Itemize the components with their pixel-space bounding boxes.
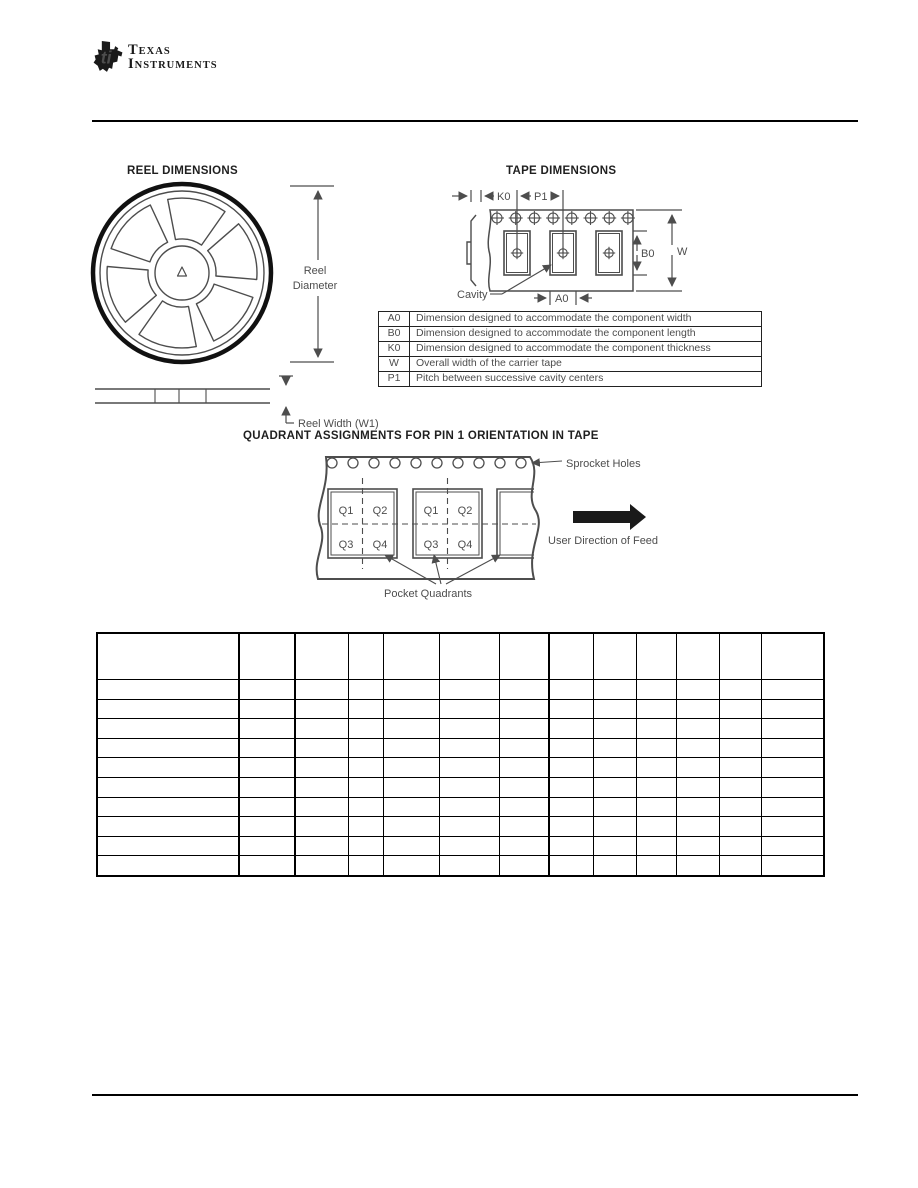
legend-key: A0 bbox=[379, 312, 410, 327]
spec-cell bbox=[499, 817, 549, 837]
k0-label: K0 bbox=[497, 191, 511, 203]
legend-row bbox=[379, 372, 762, 387]
spec-cell bbox=[719, 719, 761, 739]
pocket2-q3: Q3 bbox=[423, 539, 439, 551]
spec-cell bbox=[499, 719, 549, 739]
tape-side-profile bbox=[467, 215, 476, 286]
spec-cell bbox=[97, 777, 239, 797]
pocket1-q1: Q1 bbox=[338, 505, 354, 517]
spec-cell bbox=[761, 680, 824, 700]
spec-cell bbox=[383, 719, 439, 739]
legend-row bbox=[379, 342, 762, 357]
spec-cell bbox=[239, 738, 295, 758]
spec-cell bbox=[761, 738, 824, 758]
spec-cell bbox=[383, 738, 439, 758]
spec-cell bbox=[719, 836, 761, 856]
spec-cell bbox=[719, 680, 761, 700]
dimension-legend-table bbox=[378, 311, 762, 387]
ti-texas-mark-icon bbox=[92, 40, 124, 75]
spec-cell bbox=[499, 856, 549, 876]
spec-cell bbox=[676, 738, 719, 758]
spec-cell bbox=[636, 758, 676, 778]
spec-cell bbox=[636, 797, 676, 817]
spec-cell bbox=[295, 817, 348, 837]
spec-cell bbox=[295, 680, 348, 700]
spec-cell bbox=[636, 680, 676, 700]
spec-data-row bbox=[97, 777, 824, 797]
spec-cell bbox=[295, 738, 348, 758]
quadrant-diagram bbox=[240, 448, 770, 606]
spec-cell bbox=[719, 758, 761, 778]
reel-slot bbox=[208, 224, 257, 280]
spec-cell bbox=[676, 817, 719, 837]
spec-cell bbox=[383, 777, 439, 797]
reel-slot bbox=[107, 267, 156, 323]
w-label: W bbox=[677, 246, 688, 258]
legend-key: B0 bbox=[379, 327, 410, 342]
spec-cell bbox=[383, 836, 439, 856]
spec-cell bbox=[676, 777, 719, 797]
spec-header-cell bbox=[593, 633, 636, 680]
spec-header-cell bbox=[348, 633, 383, 680]
spec-cell bbox=[295, 797, 348, 817]
spec-cell bbox=[593, 817, 636, 837]
spec-cell bbox=[348, 699, 383, 719]
spec-cell bbox=[439, 758, 499, 778]
footer-rule bbox=[92, 1094, 858, 1096]
spec-cell bbox=[239, 758, 295, 778]
spec-cell bbox=[97, 856, 239, 876]
spec-data-row bbox=[97, 738, 824, 758]
spec-cell bbox=[549, 836, 593, 856]
spec-cell bbox=[239, 817, 295, 837]
spec-cell bbox=[439, 680, 499, 700]
spec-cell bbox=[593, 797, 636, 817]
spec-cell bbox=[383, 797, 439, 817]
spec-header-cell bbox=[383, 633, 439, 680]
spec-cell bbox=[295, 758, 348, 778]
spec-cell bbox=[676, 856, 719, 876]
legend-desc: Dimension designed to accommodate the component width bbox=[410, 312, 762, 327]
spec-cell bbox=[593, 699, 636, 719]
quadrant-tape-body bbox=[317, 457, 539, 579]
spec-cell bbox=[719, 699, 761, 719]
spec-cell bbox=[761, 777, 824, 797]
spec-header-cell bbox=[97, 633, 239, 680]
spec-cell bbox=[761, 719, 824, 739]
spec-header-cell bbox=[239, 633, 295, 680]
tape-dimensions-title: TAPE DIMENSIONS bbox=[506, 165, 617, 177]
spec-cell bbox=[239, 719, 295, 739]
spec-header-row bbox=[97, 633, 824, 680]
spec-cell bbox=[97, 699, 239, 719]
spec-cell bbox=[593, 836, 636, 856]
spec-cell bbox=[348, 856, 383, 876]
spec-cell bbox=[439, 777, 499, 797]
reel-diameter-label-line1: Reel bbox=[303, 265, 327, 277]
spec-cell bbox=[636, 719, 676, 739]
spec-cell bbox=[636, 738, 676, 758]
spec-cell bbox=[348, 758, 383, 778]
sprocket-holes-leader bbox=[532, 461, 562, 463]
spec-cell bbox=[499, 680, 549, 700]
spec-cell bbox=[676, 797, 719, 817]
spec-cell bbox=[295, 836, 348, 856]
spec-cell bbox=[636, 856, 676, 876]
legend-desc: Dimension designed to accommodate the component thickness bbox=[410, 342, 762, 357]
spec-cell bbox=[761, 758, 824, 778]
ti-mark-letters: ti bbox=[100, 47, 112, 68]
legend-key: W bbox=[379, 357, 410, 372]
spec-data-row bbox=[97, 797, 824, 817]
spec-cell bbox=[348, 738, 383, 758]
spec-cell bbox=[499, 777, 549, 797]
pocket2-q4: Q4 bbox=[457, 539, 473, 551]
spec-cell bbox=[593, 680, 636, 700]
a0-label: A0 bbox=[555, 293, 569, 305]
spec-cell bbox=[593, 719, 636, 739]
spec-cell bbox=[549, 738, 593, 758]
spec-cell bbox=[383, 758, 439, 778]
spec-cell bbox=[676, 758, 719, 778]
spec-cell bbox=[439, 856, 499, 876]
spec-cell bbox=[761, 836, 824, 856]
spec-cell bbox=[719, 738, 761, 758]
spec-header-cell bbox=[499, 633, 549, 680]
spec-cell bbox=[348, 719, 383, 739]
spec-cell bbox=[549, 817, 593, 837]
spec-cell bbox=[239, 699, 295, 719]
spec-cell bbox=[348, 680, 383, 700]
spec-cell bbox=[549, 680, 593, 700]
ti-logo bbox=[92, 40, 218, 75]
reel-width-label: Reel Width (W1) bbox=[298, 418, 379, 430]
spec-cell bbox=[239, 680, 295, 700]
spec-cell bbox=[636, 817, 676, 837]
spec-cell bbox=[636, 699, 676, 719]
spec-data-row bbox=[97, 758, 824, 778]
spec-cell bbox=[97, 797, 239, 817]
spec-cell bbox=[499, 738, 549, 758]
reel-diagram bbox=[90, 178, 410, 433]
spec-cell bbox=[97, 738, 239, 758]
legend-desc: Dimension designed to accommodate the component length bbox=[410, 327, 762, 342]
sprocket-holes-label: Sprocket Holes bbox=[566, 458, 641, 470]
legend-key: K0 bbox=[379, 342, 410, 357]
spec-data-row bbox=[97, 680, 824, 700]
legend-desc: Overall width of the carrier tape bbox=[410, 357, 762, 372]
spec-cell bbox=[439, 817, 499, 837]
spec-cell bbox=[761, 797, 824, 817]
legend-row bbox=[379, 357, 762, 372]
spec-data-row bbox=[97, 836, 824, 856]
pocket1-q4: Q4 bbox=[372, 539, 388, 551]
spec-cell bbox=[439, 738, 499, 758]
legend-row bbox=[379, 312, 762, 327]
spec-cell bbox=[549, 777, 593, 797]
reel-diameter-label-line2: Diameter bbox=[292, 280, 338, 292]
tape-reel-spec-table bbox=[96, 632, 825, 877]
legend-key: P1 bbox=[379, 372, 410, 387]
spec-data-row bbox=[97, 699, 824, 719]
pocket-quadrants-label: Pocket Quadrants bbox=[384, 588, 473, 600]
spec-header-cell bbox=[295, 633, 348, 680]
spec-cell bbox=[439, 699, 499, 719]
spec-cell bbox=[97, 836, 239, 856]
reel-front-view bbox=[93, 184, 271, 362]
spec-cell bbox=[719, 797, 761, 817]
reel-slot bbox=[168, 198, 225, 245]
spec-cell bbox=[439, 719, 499, 739]
spec-cell bbox=[383, 856, 439, 876]
spec-data-row bbox=[97, 856, 824, 876]
spec-cell bbox=[97, 719, 239, 739]
quadrant-title: QUADRANT ASSIGNMENTS FOR PIN 1 ORIENTATION IN TAPE bbox=[243, 430, 599, 442]
reel-slot bbox=[111, 205, 168, 262]
cavity-leader bbox=[490, 265, 551, 294]
spec-cell bbox=[549, 699, 593, 719]
spec-cell bbox=[593, 777, 636, 797]
spec-cell bbox=[383, 817, 439, 837]
spec-cell bbox=[549, 856, 593, 876]
reel-spoke-wedges bbox=[107, 198, 257, 348]
spec-cell bbox=[97, 758, 239, 778]
spec-cell bbox=[636, 836, 676, 856]
spec-cell bbox=[761, 817, 824, 837]
spec-cell bbox=[97, 680, 239, 700]
spec-cell bbox=[439, 797, 499, 817]
spec-header-cell bbox=[719, 633, 761, 680]
logo-text bbox=[128, 40, 218, 72]
hub-triangle-icon bbox=[178, 267, 187, 276]
feed-arrow-icon bbox=[573, 504, 646, 530]
pocket1-q2: Q2 bbox=[372, 505, 388, 517]
legend-desc: Pitch between successive cavity centers bbox=[410, 372, 762, 387]
spec-cell bbox=[295, 719, 348, 739]
reel-slot bbox=[139, 301, 196, 348]
logo-brand-line2: INSTRUMENTS bbox=[128, 56, 218, 72]
spec-cell bbox=[549, 797, 593, 817]
pocket2-q1: Q1 bbox=[423, 505, 439, 517]
feed-direction-label: User Direction of Feed bbox=[548, 535, 659, 547]
spec-cell bbox=[348, 817, 383, 837]
spec-cell bbox=[348, 797, 383, 817]
pocket1-q3: Q3 bbox=[338, 539, 354, 551]
spec-cell bbox=[499, 836, 549, 856]
spec-cell bbox=[239, 836, 295, 856]
reel-side-view bbox=[95, 389, 270, 403]
spec-cell bbox=[239, 797, 295, 817]
p1-label: P1 bbox=[534, 191, 548, 203]
spec-data-row bbox=[97, 719, 824, 739]
logo-brand-line1: TEXAS bbox=[128, 42, 171, 58]
spec-header-cell bbox=[549, 633, 593, 680]
cavity-label: Cavity bbox=[457, 289, 488, 301]
spec-cell bbox=[97, 817, 239, 837]
spec-data-row bbox=[97, 817, 824, 837]
reel-dimensions-title: REEL DIMENSIONS bbox=[127, 165, 238, 177]
spec-cell bbox=[761, 699, 824, 719]
spec-cell bbox=[295, 777, 348, 797]
header-rule bbox=[92, 120, 858, 122]
spec-header-cell bbox=[761, 633, 824, 680]
spec-cell bbox=[239, 856, 295, 876]
spec-cell bbox=[593, 856, 636, 876]
spec-cell bbox=[676, 836, 719, 856]
tape-diagram bbox=[440, 185, 700, 310]
spec-cell bbox=[348, 777, 383, 797]
spec-cell bbox=[499, 699, 549, 719]
spec-cell bbox=[348, 836, 383, 856]
legend-row bbox=[379, 327, 762, 342]
spec-cell bbox=[676, 680, 719, 700]
spec-cell bbox=[439, 836, 499, 856]
spec-cell bbox=[761, 856, 824, 876]
spec-cell bbox=[499, 758, 549, 778]
spec-cell bbox=[239, 777, 295, 797]
pocket2-q2: Q2 bbox=[457, 505, 473, 517]
b0-label: B0 bbox=[641, 248, 655, 260]
spec-cell bbox=[676, 719, 719, 739]
spec-cell bbox=[295, 856, 348, 876]
spec-header-cell bbox=[439, 633, 499, 680]
reel-width-dimension bbox=[279, 376, 294, 423]
spec-cell bbox=[676, 699, 719, 719]
spec-cell bbox=[295, 699, 348, 719]
spec-cell bbox=[499, 797, 549, 817]
reel-slot bbox=[196, 284, 253, 341]
spec-cell bbox=[549, 758, 593, 778]
spec-cell bbox=[593, 758, 636, 778]
spec-header-cell bbox=[676, 633, 719, 680]
spec-cell bbox=[549, 719, 593, 739]
spec-cell bbox=[383, 680, 439, 700]
spec-header-cell bbox=[636, 633, 676, 680]
spec-cell bbox=[719, 856, 761, 876]
spec-cell bbox=[383, 699, 439, 719]
spec-cell bbox=[593, 738, 636, 758]
spec-cell bbox=[636, 777, 676, 797]
spec-cell bbox=[719, 817, 761, 837]
spec-cell bbox=[719, 777, 761, 797]
